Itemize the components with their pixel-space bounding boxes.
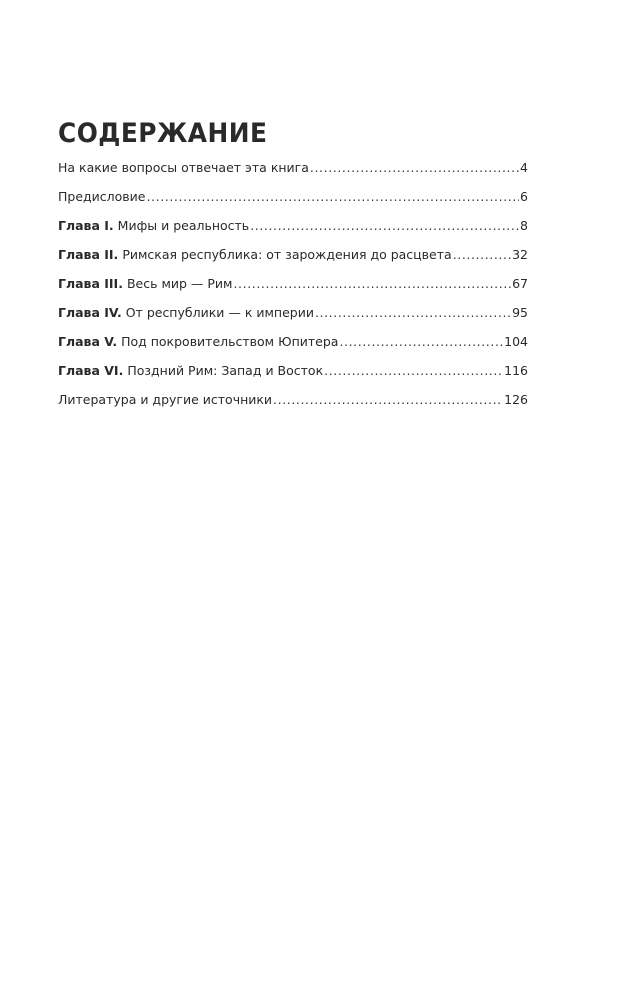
toc-chapter-label: Глава VI. (58, 363, 124, 378)
page-title: СОДЕРЖАНИЕ (58, 118, 268, 149)
toc-page-number: 95 (512, 305, 528, 320)
toc-page-number: 32 (512, 247, 528, 262)
toc-entry-title: Поздний Рим: Запад и Восток (127, 363, 324, 378)
toc-page-number: 67 (512, 276, 528, 291)
dot-leader (453, 245, 511, 265)
toc-entry[interactable] (58, 274, 528, 303)
toc-entry-title: От республики — к империи (125, 305, 314, 320)
toc-entry-title: Мифы и реальность (117, 218, 250, 233)
toc-entry-title: Весь мир — Рим (126, 276, 233, 291)
toc-chapter-label: Глава III. (58, 276, 123, 291)
toc-page-number: 6 (520, 189, 528, 204)
dot-leader (315, 303, 511, 323)
toc-page-number: 116 (504, 363, 528, 378)
toc-entry[interactable] (58, 245, 528, 274)
dot-leader (339, 332, 503, 352)
toc-chapter-label: Глава IV. (58, 305, 122, 320)
dot-leader (233, 274, 511, 294)
toc-chapter-label: Глава II. (58, 247, 119, 262)
dot-leader (146, 187, 519, 207)
toc-chapter-label: Глава I. (58, 218, 114, 233)
toc-page-number: 8 (520, 218, 528, 233)
toc-entry[interactable] (58, 303, 528, 332)
toc-entry[interactable] (58, 216, 528, 245)
toc-entry-title: Литература и другие источники (58, 392, 273, 407)
toc-entry[interactable] (58, 361, 528, 390)
dot-leader (273, 390, 503, 410)
dot-leader (250, 216, 519, 236)
toc-page-number: 4 (520, 160, 528, 175)
table-of-contents (58, 158, 528, 419)
toc-chapter-label: Глава V. (58, 334, 118, 349)
toc-entry-title: Предисловие (58, 189, 146, 204)
toc-entry-title: На какие вопросы отвечает эта книга (58, 160, 309, 175)
toc-entry-title: Под покровительством Юпитера (121, 334, 339, 349)
toc-entry[interactable] (58, 332, 528, 361)
toc-page-number: 126 (504, 392, 528, 407)
toc-entry[interactable] (58, 187, 528, 216)
dot-leader (310, 158, 519, 178)
toc-entry-title: Римская республика: от зарождения до расцвета (122, 247, 452, 262)
toc-entry[interactable] (58, 158, 528, 187)
dot-leader (324, 361, 503, 381)
toc-entry[interactable] (58, 390, 528, 419)
toc-page-number: 104 (504, 334, 528, 349)
